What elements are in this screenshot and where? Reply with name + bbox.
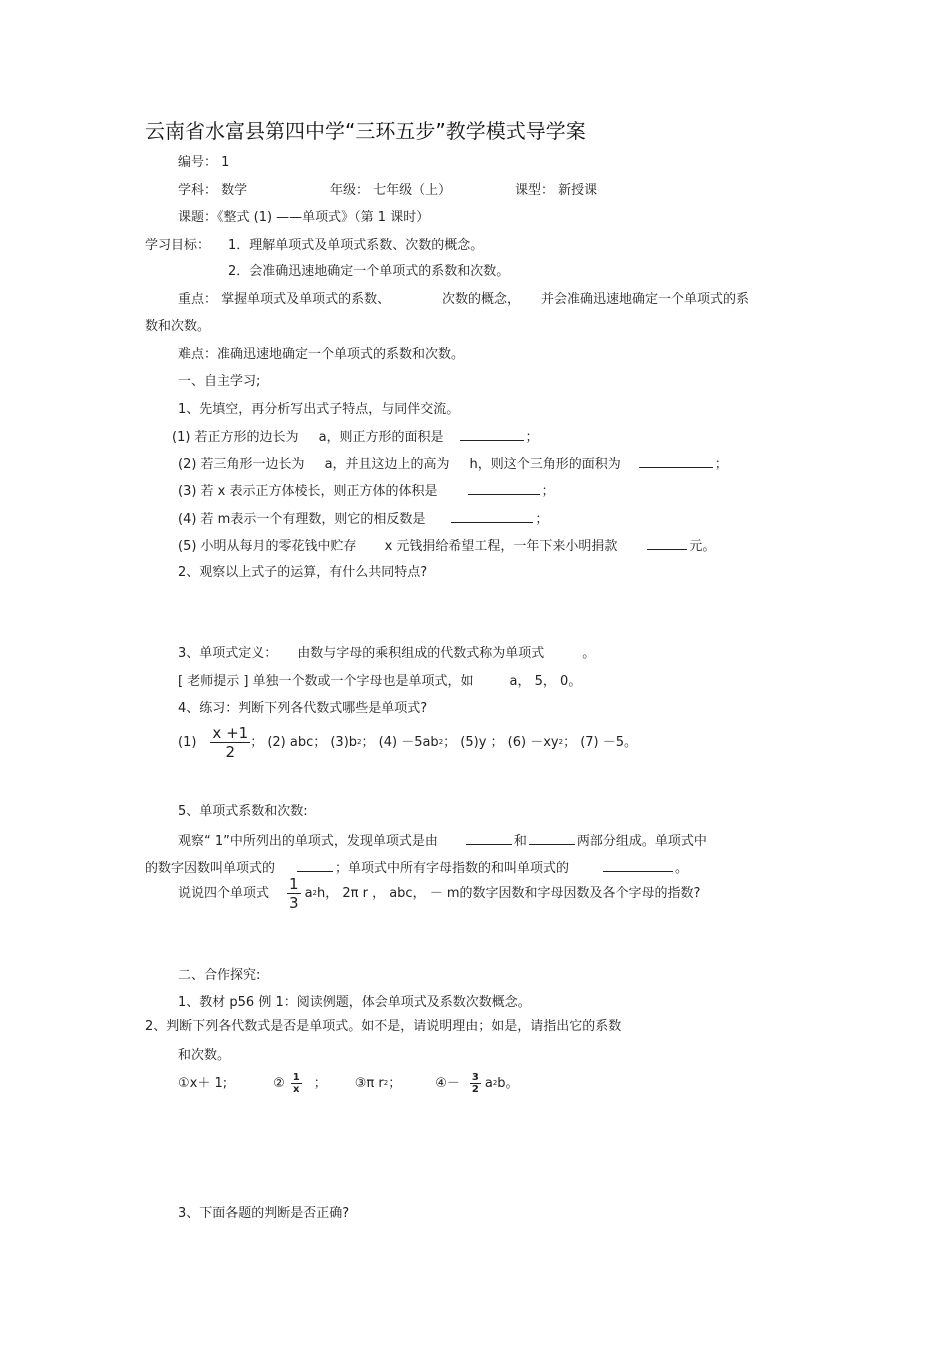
answer-blank[interactable] (529, 831, 575, 845)
question-2: 2、观察以上式子的运算，有什么共同特点? (178, 565, 428, 580)
lesson-topic: 课题：《整式 (1) ——单项式》（第 1 课时） (178, 210, 430, 225)
difficulty: 难点：准确迅速地确定一个单项式的系数和次数。 (178, 347, 465, 362)
goal-1: 1．理解单项式及单项式系数、次数的概念。 (228, 238, 484, 253)
answer-blank[interactable] (647, 536, 687, 550)
answer-blank[interactable] (603, 858, 673, 872)
key-point-a: 重点： 掌握单项式及单项式的系数、 (178, 292, 391, 307)
key-point-b: 次数的概念， (442, 292, 521, 307)
answer-blank[interactable] (639, 454, 713, 468)
goal-2: 2．会准确迅速地确定一个单项式的系数和次数。 (228, 264, 510, 279)
exercise-expressions: (1) $\frac{x +1}{2}$ ； (2) abc； $(3)b^2$； $(4) -5ab^2$； (5)y ； $(6) -xy^2$； (7) －5。 (178, 724, 638, 761)
goals-label: 学习目标： (145, 238, 211, 253)
observe-line-1: 观察“ 1”中所列出的单项式，发现单项式是由 和 两部分组成。单项式中 (178, 831, 707, 851)
say-line: 说说四个单项式 $\frac{1}{3}$ $a^2h$， 2π r ， abc， － m的数字因数和字母因数及各个字母的指数? (178, 875, 701, 912)
fill-item-1: (1) 若正方形的边长为 a，则正方形的面积是 ； (172, 427, 539, 447)
teacher-tip: [ 老师提示 ] 单独一个数或一个字母也是单项式，如 a， 5， 0。 (178, 674, 582, 689)
answer-blank[interactable] (297, 858, 333, 872)
page-title: 云南省水富县第四中学“三环五步”教学模式导学案 (145, 119, 586, 143)
fill-item-3: (3) 若 x 表示正方体棱长，则正方体的体积是 ； (178, 481, 555, 501)
key-point-line2: 数和次数。 (145, 319, 211, 334)
doc-number: 编号： 1 (178, 155, 230, 170)
judge-items: ①x＋ 1; ② $\frac{1}{x}$ ； ③π $r^2$； ④－ $\frac{3}{2}$ $a^2b$。 (178, 1072, 519, 1095)
part2-heading: 二、合作探究: (178, 968, 261, 983)
explore-2-cont: 和次数。 (178, 1048, 231, 1063)
answer-blank[interactable] (466, 831, 512, 845)
fraction: $\frac{1}{x}$ (292, 1072, 300, 1095)
fraction: $\frac{3}{2}$ (471, 1072, 479, 1095)
answer-blank[interactable] (460, 427, 524, 441)
answer-blank[interactable] (451, 509, 533, 523)
question-4: 4、练习：判断下列各代数式哪些是单项式? (178, 701, 428, 716)
fill-item-5: (5) 小明从每月的零花钱中贮存 x 元钱捐给希望工程，一年下来小明捐款 元。 (178, 536, 715, 556)
key-point-c: 并会准确迅速地确定一个单项式的系 (541, 292, 750, 307)
subject: 学科： 数学 (178, 183, 248, 198)
explore-1: 1、教材 p56 例 1：阅读例题，体会单项式及系数次数概念。 (178, 995, 531, 1010)
explore-3: 3、下面各题的判断是否正确? (178, 1206, 350, 1221)
question-5: 5、单项式系数和次数: (178, 804, 308, 819)
question-1: 1、先填空，再分析写出式子特点，与同伴交流。 (178, 402, 460, 417)
fraction: $\frac{1}{3}$ (289, 875, 299, 912)
definition: 3、单项式定义： 由数与字母的乘积组成的代数式称为单项式 。 (178, 646, 596, 661)
part1-heading: 一、自主学习; (178, 374, 261, 389)
fill-item-2: (2) 若三角形一边长为 a，并且这边上的高为 h，则这个三角形的面积为 ； (178, 454, 728, 474)
explore-2: 2、判断下列各代数式是否是单项式。如不是，请说明理由；如是，请指出它的系数 (145, 1019, 622, 1034)
fill-item-4: (4) 若 m表示一个有理数，则它的相反数是 ； (178, 509, 548, 529)
answer-blank[interactable] (468, 481, 540, 495)
grade: 年级： 七年级（上） (330, 183, 452, 198)
fraction: $\frac{x +1}{2}$ (212, 724, 249, 761)
observe-line-2: 的数字因数叫单项式的 ；单项式中所有字母指数的和叫单项式的 。 (145, 858, 688, 878)
lesson-type: 课型： 新授课 (515, 183, 598, 198)
